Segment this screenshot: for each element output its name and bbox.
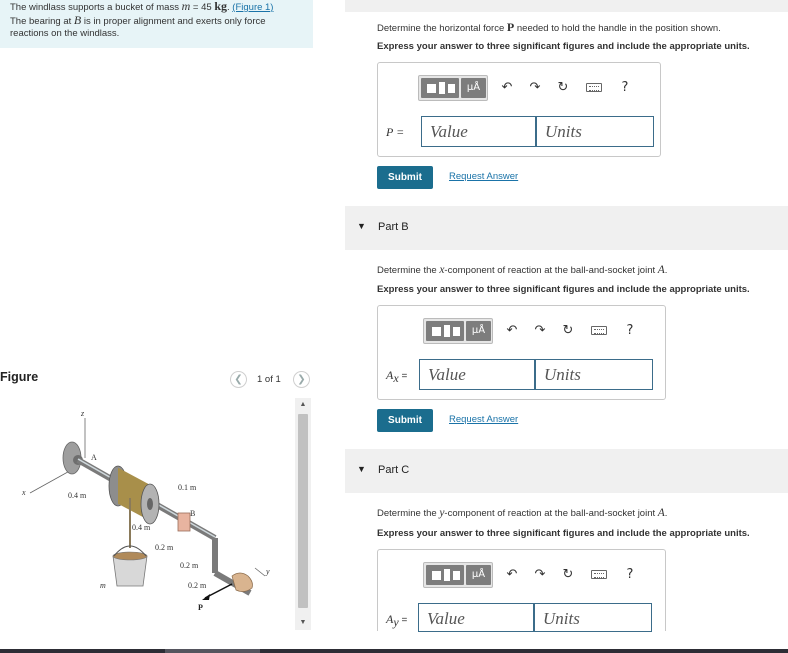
- figure-header: [0, 368, 320, 390]
- reset-icon[interactable]: ↻: [562, 567, 574, 582]
- answer-label-sub: x: [393, 371, 399, 385]
- answer-label-p: [386, 125, 404, 140]
- figure-image: [0, 398, 295, 630]
- scroll-down-icon[interactable]: ▼: [299, 619, 307, 626]
- math-toolbar: [418, 562, 654, 588]
- question-text: Determine the horizontal force: [377, 23, 507, 34]
- part-b-answer-box: [377, 305, 666, 400]
- part-c-answer-box: [377, 549, 666, 631]
- math-toolbar: [418, 75, 654, 101]
- chevron-right-icon[interactable]: ❯: [293, 371, 310, 388]
- answer-label-eq: =: [398, 615, 408, 626]
- value-input[interactable]: Value: [419, 359, 535, 390]
- chevron-left-icon[interactable]: ❮: [230, 371, 247, 388]
- templates-icon[interactable]: [421, 78, 459, 98]
- redo-icon[interactable]: ↷: [534, 323, 546, 338]
- answer-label-ay: [386, 612, 407, 630]
- keyboard-icon[interactable]: [591, 326, 607, 335]
- part-c-header[interactable]: [345, 449, 788, 493]
- problem-text: The windlass supports a bucket of mass: [10, 2, 182, 13]
- drum-hub: [147, 498, 153, 510]
- toolbar-button-group: [418, 75, 488, 101]
- question-text: needed to hold the handle in the position shown.: [514, 23, 721, 34]
- bottom-bar-segment: [165, 649, 260, 653]
- part-b-request-answer-link[interactable]: Request Answer: [449, 414, 519, 425]
- undo-icon[interactable]: ↶: [506, 323, 518, 338]
- problem-line-1: [10, 0, 305, 14]
- help-icon[interactable]: ?: [621, 80, 629, 95]
- units-mu-icon[interactable]: μÅ: [466, 565, 491, 585]
- question-text: .: [664, 265, 668, 276]
- problem-text: The bearing at: [10, 16, 74, 27]
- units-input[interactable]: Units: [535, 359, 653, 390]
- units-mu-icon[interactable]: μÅ: [461, 78, 486, 98]
- label-m: m: [100, 581, 106, 590]
- part-a-instruction: Express your answer to three significant figures and include the appropriate units.: [377, 41, 750, 52]
- part-c-question: [377, 507, 667, 519]
- dim-0-2m-b: 0.2 m: [180, 561, 199, 570]
- bucket-contents: [113, 552, 147, 560]
- question-text: Determine the: [377, 508, 440, 519]
- toolbar-button-group: [423, 318, 493, 344]
- units-input[interactable]: Units: [534, 603, 652, 632]
- bearing-b: [178, 513, 190, 531]
- dim-0-1m: 0.1 m: [178, 483, 197, 492]
- dim-0-4m-a: 0.4 m: [68, 491, 87, 500]
- toolbar-button-group: [423, 562, 493, 588]
- keyboard-icon[interactable]: [586, 83, 602, 92]
- label-b: B: [190, 509, 196, 518]
- value-input[interactable]: Value: [421, 116, 536, 147]
- hand: [232, 573, 253, 592]
- component-variable: y: [439, 507, 445, 519]
- caret-down-icon[interactable]: ▼: [357, 464, 366, 474]
- label-a: A: [91, 453, 97, 462]
- answer-label-var: A: [386, 368, 394, 382]
- mass-value: = 45: [190, 2, 215, 13]
- math-toolbar: [418, 318, 654, 344]
- z-axis-label: z: [81, 409, 85, 418]
- answer-label-sub: y: [393, 615, 399, 629]
- force-p-arrowhead: [202, 594, 210, 600]
- problem-line-3: reactions on the windlass.: [10, 28, 120, 39]
- redo-icon[interactable]: ↷: [529, 80, 541, 95]
- part-c-instruction: Express your answer to three significant figures and include the appropriate units.: [377, 528, 750, 539]
- part-b-label[interactable]: Part B: [378, 221, 409, 233]
- windlass-diagram: [0, 398, 295, 630]
- question-text: Determine the: [377, 265, 440, 276]
- y-axis-line: [255, 568, 265, 576]
- problem-separator: .: [227, 2, 233, 13]
- help-icon[interactable]: ?: [626, 567, 634, 582]
- units-input[interactable]: Units: [536, 116, 654, 147]
- dim-0-2m-a: 0.2 m: [155, 543, 174, 552]
- part-a-question: [377, 20, 721, 35]
- part-b-submit-button[interactable]: Submit: [377, 409, 433, 432]
- figure-link[interactable]: (Figure 1): [232, 2, 274, 13]
- undo-icon[interactable]: ↶: [501, 80, 513, 95]
- part-b-header[interactable]: [345, 206, 788, 250]
- joint-variable: A: [657, 264, 665, 276]
- problem-statement: [0, 0, 313, 48]
- problem-text: is in proper alignment and exerts only force: [81, 16, 266, 27]
- joint-variable: A: [657, 507, 665, 519]
- templates-icon[interactable]: [426, 565, 464, 585]
- part-b-question: [377, 264, 667, 276]
- part-b-instruction: Express your answer to three significant figures and include the appropriate units.: [377, 284, 750, 295]
- scroll-up-icon[interactable]: ▲: [299, 401, 307, 408]
- bearing-variable: B: [73, 13, 82, 27]
- figure-title: Figure: [0, 370, 39, 384]
- units-mu-icon[interactable]: μÅ: [466, 321, 491, 341]
- part-c-label[interactable]: Part C: [378, 464, 410, 476]
- question-text: -component of reaction at the ball-and-socket joint: [444, 265, 658, 276]
- part-a-submit-button[interactable]: Submit: [377, 166, 433, 189]
- figure-counter: 1 of 1: [257, 374, 281, 385]
- value-input[interactable]: Value: [418, 603, 534, 632]
- mass-unit: kg: [214, 0, 228, 13]
- question-text: .: [664, 508, 668, 519]
- redo-icon[interactable]: ↷: [534, 567, 546, 582]
- problem-line-2: [10, 14, 305, 28]
- label-p: P: [198, 603, 203, 612]
- x-axis-label: x: [22, 488, 26, 497]
- part-a-answer-box: [377, 62, 661, 157]
- force-variable: P: [506, 20, 515, 34]
- answer-label-eq: =: [398, 371, 408, 382]
- mass-variable: m: [181, 0, 191, 13]
- caret-down-icon[interactable]: ▼: [357, 221, 366, 231]
- bucket: [113, 556, 147, 586]
- answer-label-text: P =: [386, 125, 405, 139]
- dim-0-4m-b: 0.4 m: [132, 523, 151, 532]
- component-variable: x: [439, 264, 445, 276]
- answer-label-ax: [386, 368, 407, 386]
- keyboard-icon[interactable]: [591, 570, 607, 579]
- y-axis-label: y: [266, 567, 270, 576]
- templates-icon[interactable]: [426, 321, 464, 341]
- dim-0-2m-c: 0.2 m: [188, 581, 207, 590]
- reset-icon[interactable]: ↻: [557, 80, 569, 95]
- reset-icon[interactable]: ↻: [562, 323, 574, 338]
- answer-label-var: A: [386, 612, 394, 626]
- undo-icon[interactable]: ↶: [506, 567, 518, 582]
- bottom-bar: [0, 649, 788, 653]
- help-icon[interactable]: ?: [626, 323, 634, 338]
- scroll-thumb[interactable]: [298, 414, 308, 608]
- part-a-header-strip: [345, 0, 788, 12]
- question-text: -component of reaction at the ball-and-socket joint: [444, 508, 658, 519]
- part-a-request-answer-link[interactable]: Request Answer: [449, 171, 519, 182]
- figure-scrollbar[interactable]: [295, 398, 311, 630]
